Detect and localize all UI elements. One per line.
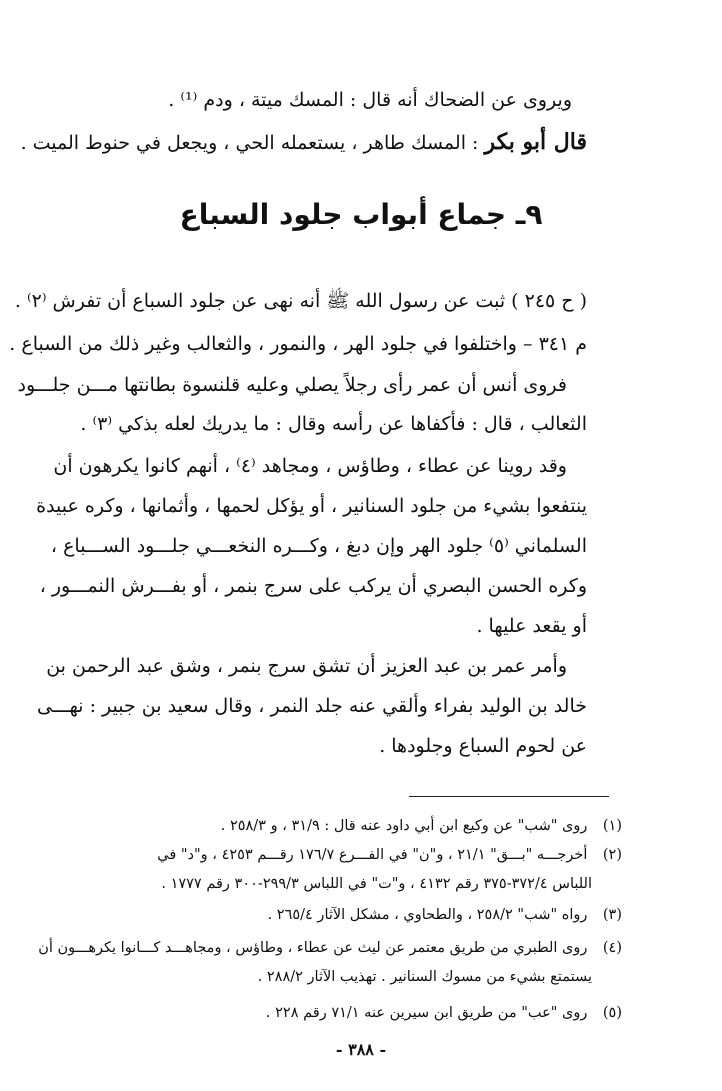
footnote-text: يستمتع بشيء من مسوك السنانير . تهذيب الآثار ٢٨٨/٢ . — [257, 969, 592, 985]
footnote-4-continued — [100, 967, 622, 987]
footnote-text: اللباس ٣٧٢/٤-٣٧٥ رقم ٤١٣٢ ، و"ت" في اللباس ٢٩٩/٣-٣٠٠ رقم ١٧٧٧ . — [161, 876, 592, 892]
paragraph-line: خالد بن الوليد بفراء وألقي عنه جلد النمر ، وقال سعيد بن جبير : نهـــى — [36, 695, 587, 717]
paragraph-line: وأمر عمر بن عبد العزيز أن تشق سرج بنمر ، وشق عبد الرحمن بن — [46, 655, 567, 677]
paragraph-line: عن لحوم السباع وجلودها . — [379, 735, 587, 757]
footnote-3 — [100, 905, 622, 925]
footnote-5 — [100, 1003, 622, 1023]
paragraph-line: السلماني ⁽٥⁾ جلود الهر وإن دبغ ، وكـــره النخعـــي جلـــود الســـباع ، — [50, 535, 587, 557]
paragraph-line: ينتفعوا بشيء من جلود السنانير ، أو يؤكل لحمها ، وأثمانها ، وكره عبيدة — [36, 495, 587, 517]
footnote-number: (١) — [602, 818, 622, 834]
paragraph-line: فروى أنس أن عمر رأى رجلاً يصلي وعليه قلنسوة بطانتها مـــن جلـــود — [17, 374, 567, 396]
footnote-text: روى الطبري من طريق معتمر عن ليث عن عطاء ، وطاؤس ، ومجاهـــد كـــانوا يكرهـــون أن — [38, 940, 588, 956]
issue-line: م ٣٤١ – واختلفوا في جلود الهر ، والنمور ، والثعالب وغير ذلك من السباع . — [9, 333, 587, 355]
footnote-number: (٤) — [602, 940, 622, 956]
paragraph-line: وكره الحسن البصري أن يركب على سرج بنمر ، أو بفـــرش النمـــور ، — [39, 575, 587, 597]
footnote-2-continued — [100, 874, 622, 894]
footnote-text: أخرجـــه "بـــق" ٢١/١ ، و"ن" في الفـــرع ١٧٦/٧ رقـــم ٤٢٥٣ ، و"د" في — [157, 847, 588, 863]
text-line-dahhak — [0, 86, 722, 114]
hadith-line: ( ح ٢٤٥ ) ثبت عن رسول الله ﷺ أنه نهى عن جلود السباع أن تفرش ⁽٢⁾ . — [14, 290, 587, 312]
speaker-label: قال أبو بكر — [484, 129, 587, 155]
footnote-text: روى "شب" عن وكيع ابن أبي داود عنه قال : ٣١/٩ ، و ٢٥٨/٣ . — [220, 818, 588, 834]
footnote-text: روى "عب" من طريق ابن سيرين عنه ٧١/١ رقم ٢٢٨ . — [265, 1005, 588, 1021]
paragraph-line: أو يقعد عليها . — [476, 615, 587, 637]
paragraph-line: وقد روينا عن عطاء ، وطاؤس ، ومجاهد ⁽٤⁾ ، أنهم كانوا يكرهون أن — [53, 455, 567, 477]
footnote-separator — [409, 796, 609, 797]
speaker-statement: : المسك طاهر ، يستعمله الحي ، ويجعل في حنوط الميت . — [20, 132, 485, 154]
footnote-number: (٣) — [602, 907, 622, 923]
text-line-abu-bakr — [0, 128, 722, 157]
page-number: - ٣٨٨ - — [335, 1040, 387, 1059]
footnote-text: رواه "شب" ٢٥٨/٢ ، والطحاوي ، مشكل الآثار ٢٦٥/٤ . — [267, 907, 588, 923]
chapter-heading: ٩ـ جماع أبواب جلود السباع — [179, 198, 543, 231]
footnote-number: (٢) — [602, 847, 622, 863]
footnote-2 — [100, 845, 622, 865]
footnote-1 — [100, 816, 622, 836]
text-line-dahhak-content: ويروى عن الضحاك أنه قال : المسك ميتة ، ودم ⁽¹⁾ . — [168, 89, 572, 111]
footnote-number: (٥) — [602, 1005, 622, 1021]
footnote-4 — [38, 938, 622, 958]
paragraph-line: الثعالب ، قال : فأكفاها عن رأسه وقال : ما يدريك لعله بذكي ⁽٣⁾ . — [80, 413, 587, 435]
